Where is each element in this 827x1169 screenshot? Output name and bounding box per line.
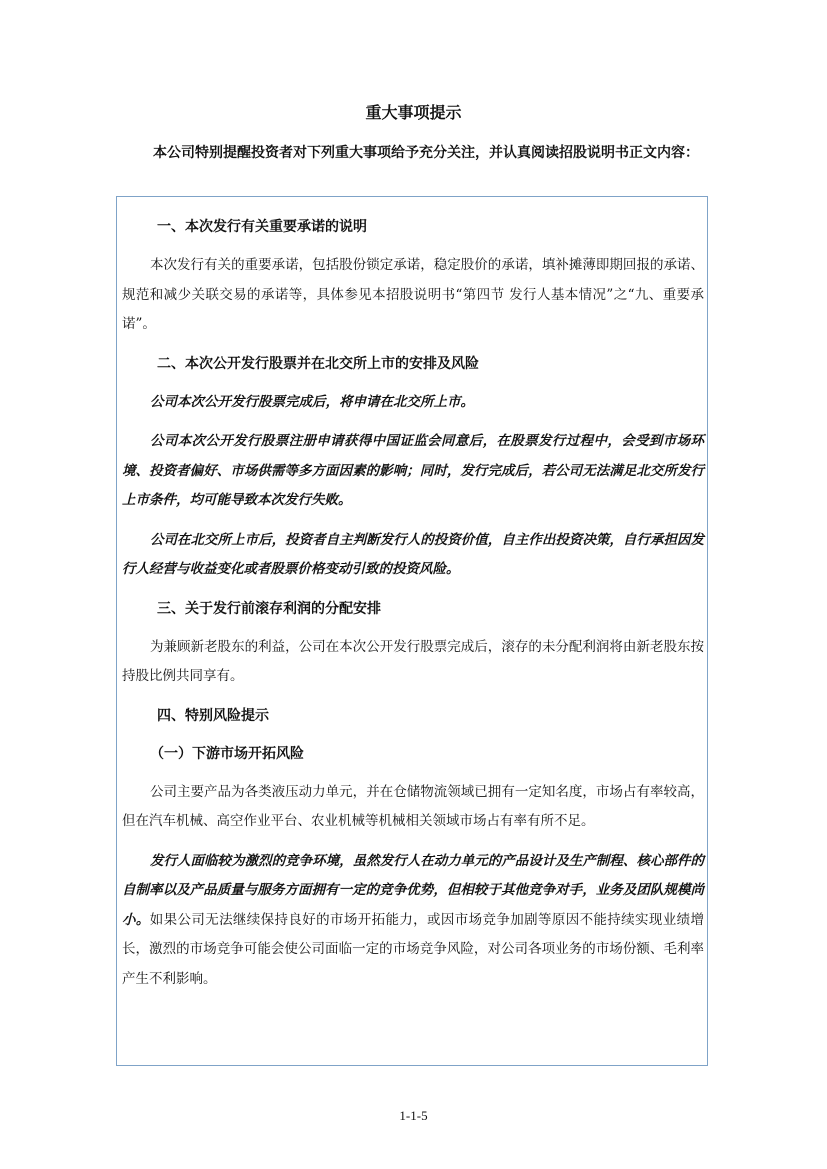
intro-statement: 本公司特别提醒投资者对下列重大事项给予充分关注，并认真阅读招股说明书正文内容： bbox=[153, 145, 699, 161]
emphasis-text: 发行人面临较为激烈的竞争环境，虽然发行人在动力单元的产品设计及生产制程、核心部件的自制率以及产品质量与服务方面拥有一定的竞争优势，但相较于其他竞争对手，业务及团队规模尚小。 bbox=[122, 852, 704, 928]
regular-text: 如果公司无法继续保持良好的市场开拓能力，或因市场竞争加剧等原因不能持续实现业绩增长，激烈的市场竞争可能会使公司面临一定的市场竞争风险，对公司各项业务的市场份额、毛利率产生不利影响。 bbox=[122, 911, 705, 987]
section-4-heading: 四、特别风险提示 bbox=[157, 707, 269, 724]
section-2-paragraph-3: 公司在北交所上市后，投资者自主判断发行人的投资价值，自主作出投资决策，自行承担因发行人经营与收益变化或者股票价格变动引致的投资风险。 bbox=[122, 531, 704, 577]
section-1-paragraph: 本次发行有关的重要承诺，包括股份锁定承诺，稳定股价的承诺，填补摊薄即期回报的承诺、规范和减少关联交易的承诺等，具体参见本招股说明书“第四节 发行人基本情况”之“九、重要承诺”。 bbox=[122, 257, 704, 332]
section-2-heading: 二、本次公开发行股票并在北交所上市的安排及风险 bbox=[157, 355, 479, 372]
section-3-paragraph: 为兼顾新老股东的利益，公司在本次公开发行股票完成后，滚存的未分配利润将由新老股东按持股比例共同享有。 bbox=[122, 638, 704, 684]
page-number: 1-1-5 bbox=[399, 1108, 428, 1123]
section-2-paragraph-2: 公司本次公开发行股票注册申请获得中国证监会同意后，在股票发行过程中，会受到市场环境、投资者偏好、市场供需等多方面因素的影响；同时，发行完成后，若公司无法满足北交所发行上市条件，均可能导致本次发行失败。 bbox=[122, 433, 704, 508]
section-4-subheading-1: （一）下游市场开拓风险 bbox=[150, 745, 304, 762]
page-title: 重大事项提示 bbox=[365, 103, 462, 122]
section-2-paragraph-1: 公司本次公开发行股票完成后，将申请在北交所上市。 bbox=[150, 393, 474, 410]
section-4-sub-1-paragraph-2 bbox=[122, 847, 704, 995]
section-1-heading: 一、本次发行有关重要承诺的说明 bbox=[157, 219, 367, 235]
section-4-sub-1-paragraph-1: 公司主要产品为各类液压动力单元，并在仓储物流领域已拥有一定知名度，市场占有率较高，但在汽车机械、高空作业平台、农业机械等机械相关领域市场占有率有所不足。 bbox=[122, 783, 704, 829]
content-body bbox=[122, 213, 704, 1004]
section-3-heading: 三、关于发行前滚存利润的分配安排 bbox=[157, 600, 381, 617]
